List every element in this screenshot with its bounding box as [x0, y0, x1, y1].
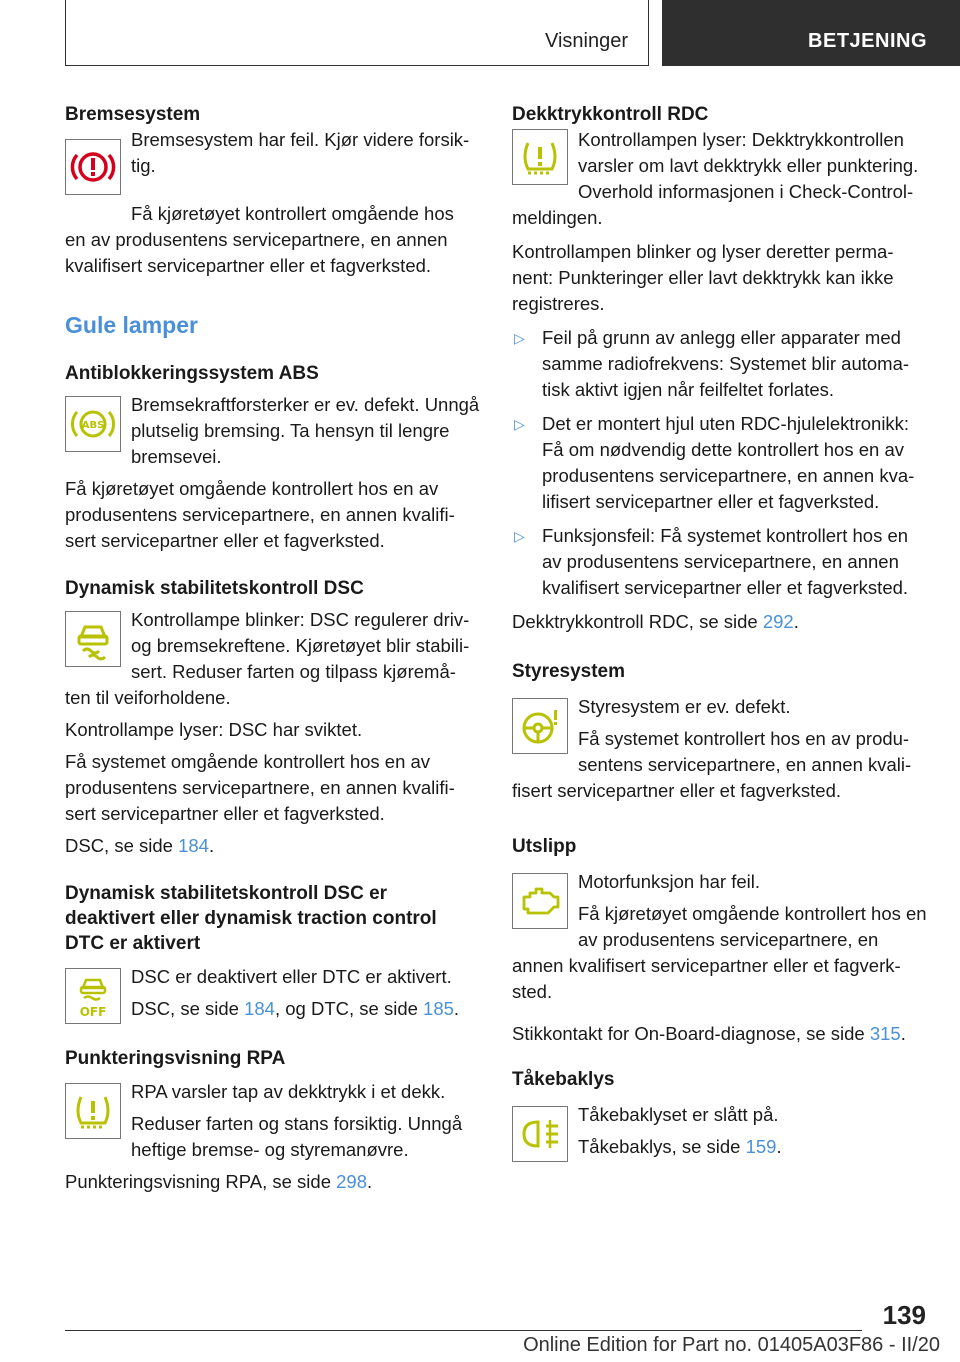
rpa-text-1: RPA varsler tap av dekktrykk i et dekk. [131, 1081, 446, 1102]
dsc-off-page-link-dsc[interactable]: 184 [244, 998, 275, 1019]
svg-text:ABS: ABS [81, 420, 105, 431]
steering-text-2a: Få systemet kontrollert hos en av produ-sentens servicepartnere, en annen kvali- [578, 728, 912, 775]
steering-entry [512, 659, 927, 804]
steering-warning-icon [512, 698, 568, 754]
rear-fog-text-1: Tåkebaklyset er slått på. [578, 1104, 779, 1125]
rpa-title: Punkteringsvisning RPA [65, 1048, 286, 1069]
dsc-icon [65, 611, 121, 667]
rpa-ref: Punkteringsvisning RPA, se side 298. [65, 1171, 373, 1192]
dsc-off-entry [65, 881, 480, 1024]
dsc-off-title: Dynamisk stabilitetskontroll DSC er deaktivert eller dynamisk traction control DTC er aktivert [65, 883, 437, 954]
list-item: ▷ Funksjonsfeil: Få systemet kontrollert hos en av produsentens servicepartnere, en annen kvalifisert servicepartner eller et fagverksted. [514, 525, 909, 598]
dsc-entry [65, 576, 480, 859]
page-number: 139 [882, 1300, 926, 1330]
obd-page-link[interactable]: 315 [869, 1023, 901, 1044]
rear-fog-page-link[interactable]: 159 [745, 1136, 777, 1157]
abs-entry [65, 361, 480, 554]
emission-text-2a: Få kjøretøyet omgående kontrollert hos en av produsentens servicepartnere, en [578, 903, 927, 950]
header-chapter-box [662, 0, 960, 66]
rear-fog-ref: Tåkebaklys, se side 159. [578, 1136, 782, 1157]
footer-divider [65, 1330, 862, 1331]
dsc-page-link[interactable]: 184 [178, 835, 209, 856]
rpa-entry [65, 1046, 480, 1195]
svg-text:OFF: OFF [79, 1005, 107, 1019]
dsc-off-text-1: DSC er deaktivert eller DTC er aktivert. [131, 966, 452, 987]
rpa-page-link[interactable]: 298 [336, 1171, 367, 1192]
rear-fog-entry [512, 1067, 927, 1162]
dsc-text-1b: ten til veiforholdene. [65, 687, 231, 708]
brake-text-2b: en av produsentens servicepartnere, en annen kvalifisert servicepartner eller et fagverksted. [65, 229, 448, 276]
triangle-bullet-icon: ▷ [514, 330, 525, 346]
steering-text-2b: fisert servicepartner eller et fagverksted. [512, 780, 842, 801]
dsc-title: Dynamisk stabilitetskontroll DSC [65, 578, 364, 599]
rdc-entry [512, 102, 927, 635]
emission-text-1: Motorfunksjon har feil. [578, 871, 761, 892]
rpa-text-2: Reduser farten og stans forsiktig. Unngå heftige bremse- og styremanøvre. [131, 1113, 463, 1160]
emission-text-2b: annen kvalifisert servicepartner eller et fagverk-sted. [512, 955, 901, 1002]
brake-title: Bremsesystem [65, 104, 201, 125]
brake-text-2a: Få kjøretøyet kontrollert omgående hos [131, 203, 454, 224]
brake-entry [65, 102, 480, 279]
header-chapter-title: BETJENING [808, 30, 927, 52]
dsc-off-icon [65, 968, 121, 1024]
yellow-lamps-heading: Gule lamper [65, 312, 198, 338]
rdc-ref: Dekktrykkontroll RDC, se side 292. [512, 611, 799, 632]
left-column [65, 102, 480, 1195]
emission-title: Utslipp [512, 836, 577, 857]
steering-title: Styresystem [512, 661, 626, 682]
tire-pressure-icon [512, 129, 568, 185]
dsc-text-1a: Kontrollampe blinker: DSC regulerer driv- og bremsekreftene. Kjøretøyet blir stabili-sert. Reduser farten og tilpass kjøremå- [131, 609, 470, 682]
rdc-page-link[interactable]: 292 [762, 611, 794, 632]
abs-title: Antiblokkeringssystem ABS [65, 363, 319, 384]
triangle-bullet-icon: ▷ [514, 528, 525, 544]
list-item: ▷ Feil på grunn av anlegg eller apparater med samme radiofrekvens: Systemet blir automa-tisk aktivt igjen når feilfeltet forlates. [514, 327, 910, 400]
tire-pressure-icon [65, 1083, 121, 1139]
dsc-text-2: Kontrollampe lyser: DSC har sviktet. [65, 719, 363, 740]
rear-fog-light-icon [512, 1106, 568, 1162]
rdc-text-2: Kontrollampen blinker og lyser deretter perma-nent: Punkteringer eller lavt dekktrykk kan ikke registreres. [512, 241, 894, 314]
emission-entry [512, 834, 927, 1047]
dsc-text-3: Få systemet omgående kontrollert hos en av produsentens servicepartnere, en annen kvalifi-sert servicepartner eller et fagverksted. [65, 751, 455, 824]
emission-ref: Stikkontakt for On-Board-diagnose, se side 315. [512, 1023, 906, 1044]
steering-text-1: Styresystem er ev. defekt. [578, 696, 791, 717]
footer-edition: Online Edition for Part no. 01405A03F86 - II/20 [523, 1334, 940, 1356]
list-item: ▷ Det er montert hjul uten RDC-hjulelektronikk: Få om nødvendig dette kontrollert hos en av produsentens servicepartnere, en annen kva-lifisert servicepartner eller et fagverksted. [514, 413, 915, 512]
dsc-off-page-link-dtc[interactable]: 185 [423, 998, 454, 1019]
abs-text-1: Bremsekraftforsterker er ev. defekt. Unngå plutselig bremsing. Ta hensyn til lengre bremsevei. [131, 394, 480, 467]
dsc-off-ref: DSC, se side 184, og DTC, se side 185. [131, 998, 460, 1019]
brake-text-1a: Bremsesystem har feil. Kjør videre forsik- [131, 129, 470, 150]
header-section-title: Visninger [544, 30, 628, 52]
rdc-title: Dekktrykkontroll RDC [512, 104, 709, 125]
rdc-text-1a: Kontrollampen lyser: Dekktrykkontrollen varsler om lavt dekktrykk eller punktering. Overhold informasjonen i Check-Control- [578, 129, 919, 202]
triangle-bullet-icon: ▷ [514, 416, 525, 432]
engine-check-icon [512, 873, 568, 929]
abs-text-2: Få kjøretøyet omgående kontrollert hos en av produsentens servicepartnere, en annen kvalifi-sert servicepartner eller et fagverksted. [65, 478, 455, 551]
header-section-box [65, 0, 649, 66]
brake-text-1b: tig. [131, 155, 156, 176]
abs-warning-icon [65, 396, 121, 452]
rear-fog-title: Tåkebaklys [512, 1069, 615, 1090]
rdc-bullet-list [512, 325, 927, 601]
rdc-text-1b: meldingen. [512, 207, 603, 228]
right-column [512, 102, 927, 1162]
dsc-ref: DSC, se side 184. [65, 835, 215, 856]
